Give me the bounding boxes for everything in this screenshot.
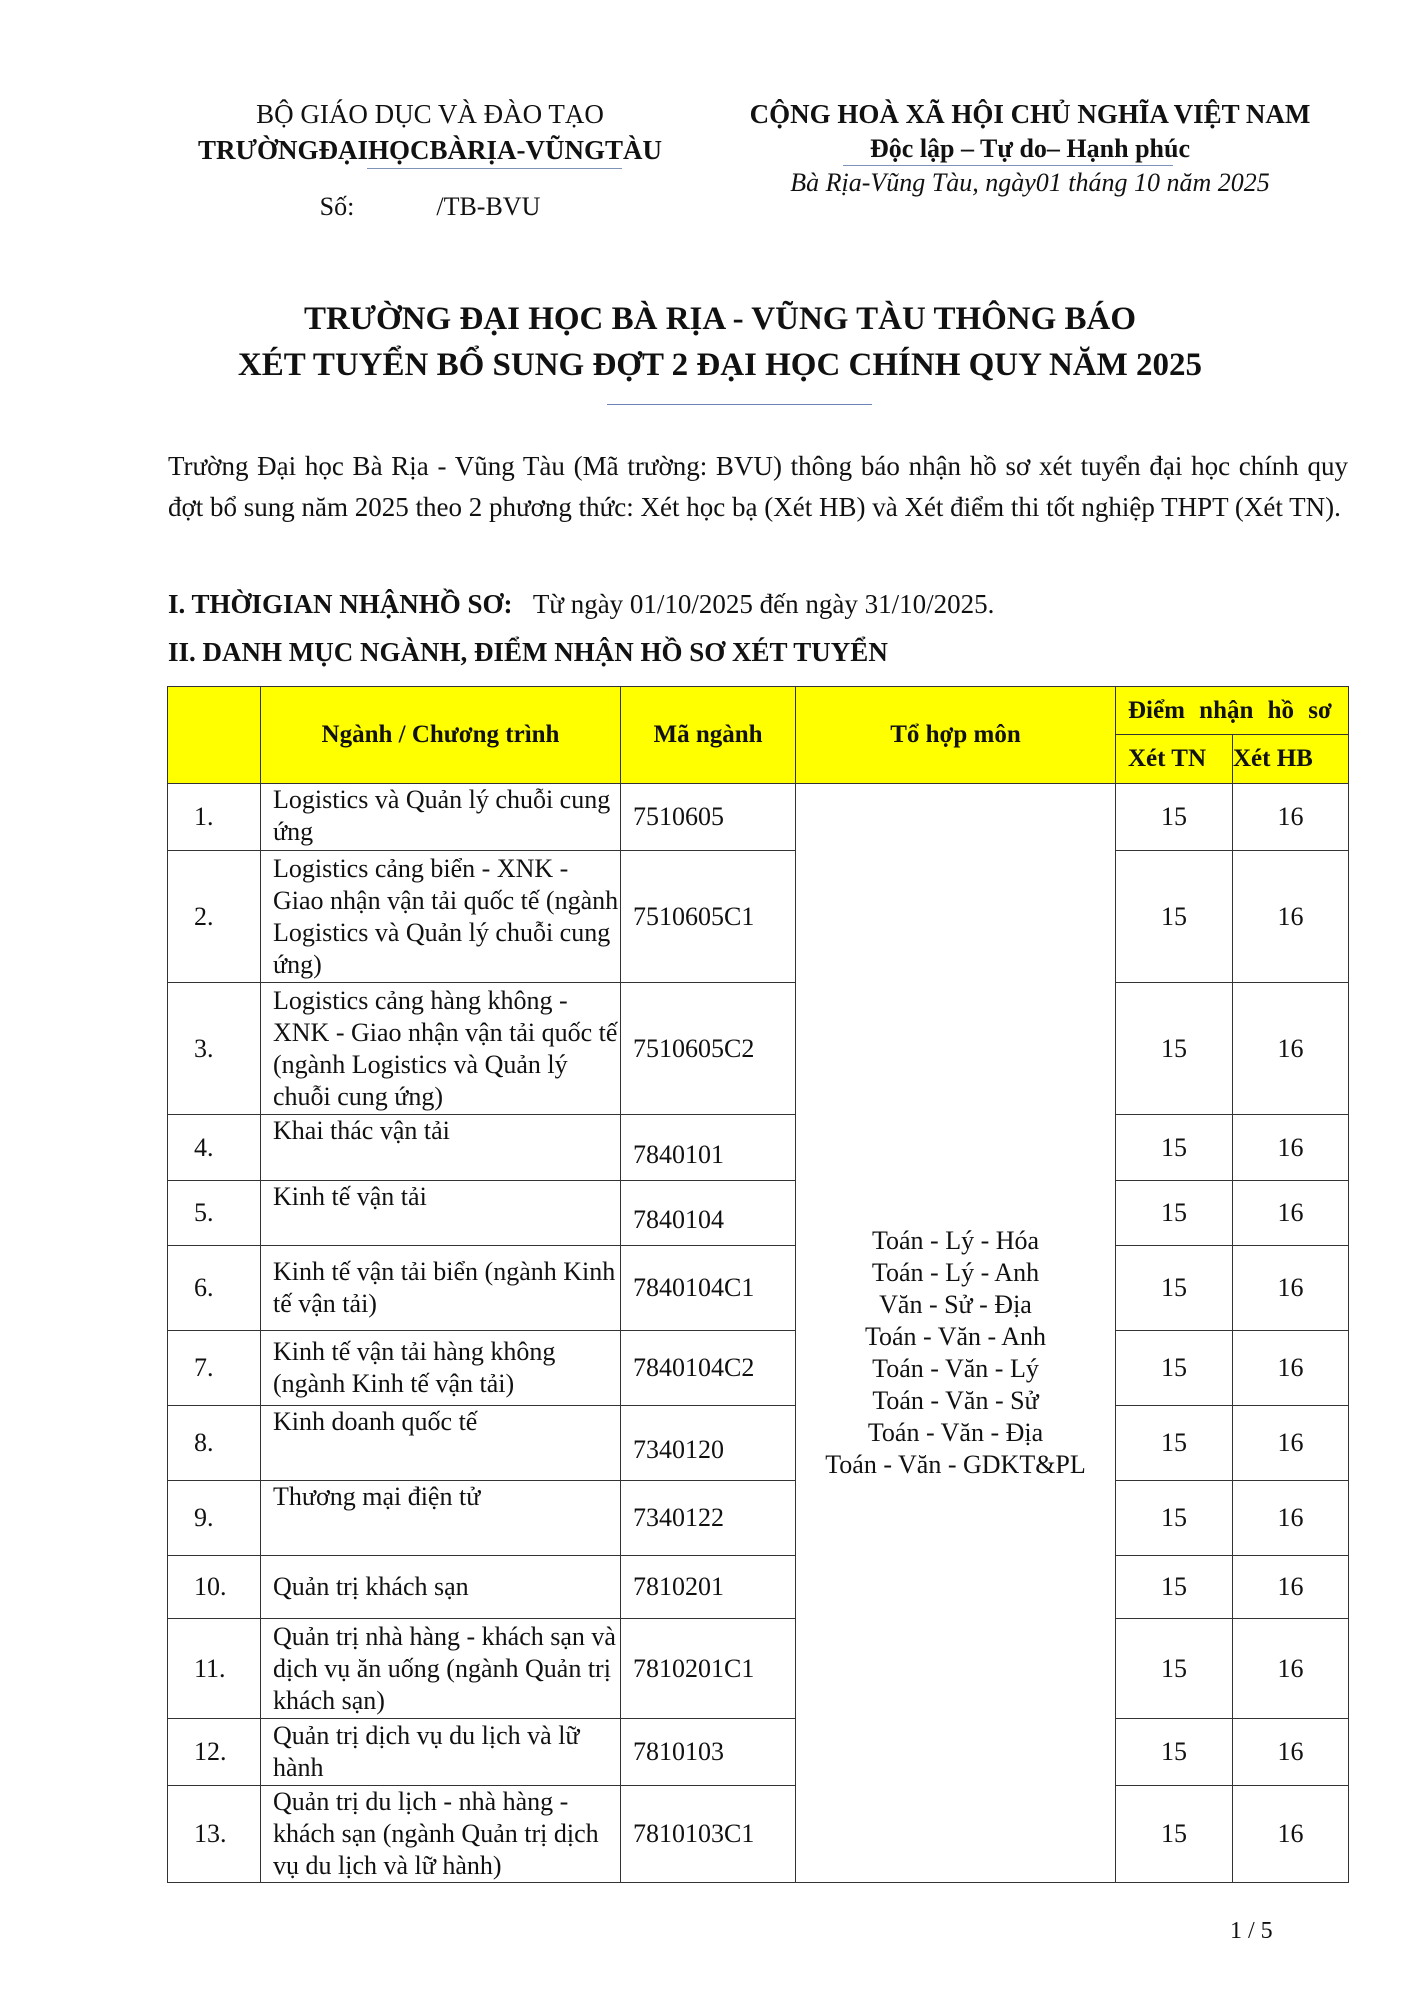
subject-combination: Toán - Văn - Lý bbox=[872, 1354, 1039, 1383]
subject-combination: Toán - Văn - Anh bbox=[864, 1322, 1047, 1351]
program-code: 7810201C1 bbox=[621, 1619, 796, 1719]
program-code: 7840104 bbox=[621, 1181, 796, 1246]
score-hb: 16 bbox=[1233, 1719, 1349, 1786]
row-number: 11. bbox=[168, 1619, 261, 1719]
subject-combination: Toán - Văn - Địa bbox=[867, 1418, 1044, 1447]
intro-paragraph: Trường Đại học Bà Rịa - Vũng Tàu (Mã trường: BVU) thông báo nhận hồ sơ xét tuyển đại học chính quy đợt bổ sung năm 2025 theo 2 phương thức: Xét học bạ (Xét HB) và Xét điểm thi tốt nghiệp THPT (Xét TN). bbox=[168, 451, 1348, 522]
header-score-hb: Xét HB bbox=[1233, 735, 1349, 784]
school-name: TRƯỜNGĐẠIHỌCBÀRỊA-VŨNGTÀU bbox=[197, 135, 662, 165]
header-left bbox=[150, 96, 710, 225]
program-code: 7510605 bbox=[621, 784, 796, 851]
table-row bbox=[168, 784, 1349, 851]
program-code: 7510605C2 bbox=[621, 983, 796, 1115]
subject-combination: Toán - Văn - GDKT&PL bbox=[825, 1450, 1086, 1479]
title-line-1: TRƯỜNG ĐẠI HỌC BÀ RỊA - VŨNG TÀU THÔNG BÁO bbox=[303, 301, 1137, 337]
program-name: Quản trị du lịch - nhà hàng - khách sạn (ngành Quản trị dịch vụ du lịch và lữ hành) bbox=[261, 1786, 621, 1883]
program-code: 7810201 bbox=[621, 1556, 796, 1619]
score-tn: 15 bbox=[1116, 1406, 1233, 1481]
score-tn: 15 bbox=[1116, 851, 1233, 983]
section-1-heading: I. THỜIGIAN NHẬNHỒ SƠ: bbox=[168, 589, 513, 619]
ministry-name: BỘ GIÁO DỤC VÀ ĐÀO TẠO bbox=[256, 99, 604, 129]
header-stt bbox=[168, 687, 261, 784]
subject-combination: Toán - Lý - Hóa bbox=[871, 1226, 1040, 1255]
document-title bbox=[140, 296, 1300, 388]
section-2-heading: II. DANH MỤC NGÀNH, ĐIỂM NHẬN HỒ SƠ XÉT TUYỂN bbox=[168, 637, 888, 667]
header-score-group: Điểm nhận hồ sơ bbox=[1116, 687, 1349, 735]
program-name: Khai thác vận tải bbox=[261, 1115, 621, 1181]
program-name: Quản trị dịch vụ du lịch và lữ hành bbox=[261, 1719, 621, 1786]
header-code: Mã ngành bbox=[621, 687, 796, 784]
table-row bbox=[168, 1246, 1349, 1331]
program-name: Kinh tế vận tải biển (ngành Kinh tế vận tải) bbox=[261, 1246, 621, 1331]
score-tn: 15 bbox=[1116, 1786, 1233, 1883]
score-tn: 15 bbox=[1116, 784, 1233, 851]
program-name: Kinh doanh quốc tế bbox=[261, 1406, 621, 1481]
national-motto: Độc lập – Tự do– Hạnh phúc bbox=[870, 134, 1190, 163]
score-tn: 15 bbox=[1116, 1481, 1233, 1556]
school-underline bbox=[367, 168, 622, 169]
header-score-tn: Xét TN bbox=[1116, 735, 1233, 784]
program-name: Kinh tế vận tải hàng không (ngành Kinh tế vận tải) bbox=[261, 1331, 621, 1406]
score-hb: 16 bbox=[1233, 1406, 1349, 1481]
country-name: CỘNG HOÀ XÃ HỘI CHỦ NGHĨA VIỆT NAM bbox=[749, 99, 1311, 129]
table-row bbox=[168, 1481, 1349, 1556]
header-right bbox=[705, 96, 1355, 200]
program-name: Quản trị nhà hàng - khách sạn và dịch vụ ăn uống (ngành Quản trị khách sạn) bbox=[261, 1619, 621, 1719]
table-row bbox=[168, 851, 1349, 983]
table-row bbox=[168, 1406, 1349, 1481]
document-number-label: Số: bbox=[319, 192, 355, 221]
score-hb: 16 bbox=[1233, 784, 1349, 851]
score-hb: 16 bbox=[1233, 1246, 1349, 1331]
title-underline bbox=[607, 404, 872, 405]
program-name: Thương mại điện tử bbox=[261, 1481, 621, 1556]
row-number: 2. bbox=[168, 851, 261, 983]
score-tn: 15 bbox=[1116, 983, 1233, 1115]
program-name: Quản trị khách sạn bbox=[261, 1556, 621, 1619]
score-hb: 16 bbox=[1233, 1481, 1349, 1556]
row-number: 1. bbox=[168, 784, 261, 851]
program-code: 7840104C2 bbox=[621, 1331, 796, 1406]
table-row bbox=[168, 1556, 1349, 1619]
row-number: 13. bbox=[168, 1786, 261, 1883]
row-number: 3. bbox=[168, 983, 261, 1115]
table-row bbox=[168, 983, 1349, 1115]
row-number: 9. bbox=[168, 1481, 261, 1556]
program-code: 7840101 bbox=[621, 1115, 796, 1181]
row-number: 5. bbox=[168, 1181, 261, 1246]
program-name: Logistics và Quản lý chuỗi cung ứng bbox=[261, 784, 621, 851]
table-row bbox=[168, 1786, 1349, 1883]
place-and-date: Bà Rịa-Vũng Tàu, ngày01 tháng 10 năm 2025 bbox=[790, 168, 1270, 197]
program-code: 7340122 bbox=[621, 1481, 796, 1556]
score-tn: 15 bbox=[1116, 1556, 1233, 1619]
row-number: 12. bbox=[168, 1719, 261, 1786]
subject-combination: Toán - Văn - Sử bbox=[872, 1386, 1039, 1415]
document-number bbox=[150, 189, 710, 225]
table-row bbox=[168, 1719, 1349, 1786]
section-1 bbox=[168, 586, 994, 622]
program-name: Logistics cảng biển - XNK - Giao nhận vận tải quốc tế (ngành Logistics và Quản lý chuỗi cung ứng) bbox=[261, 851, 621, 983]
program-name: Logistics cảng hàng không - XNK - Giao nhận vận tải quốc tế (ngành Logistics và Quản lý chuỗi cung ứng) bbox=[261, 983, 621, 1115]
score-hb: 16 bbox=[1233, 1786, 1349, 1883]
document-number-suffix: /TB-BVU bbox=[436, 192, 541, 221]
subject-combination: Văn - Sử - Địa bbox=[879, 1290, 1032, 1319]
score-tn: 15 bbox=[1116, 1115, 1233, 1181]
score-hb: 16 bbox=[1233, 1181, 1349, 1246]
title-line-2: XÉT TUYỂN BỔ SUNG ĐỢT 2 ĐẠI HỌC CHÍNH QUY NĂM 2025 bbox=[237, 347, 1203, 383]
score-tn: 15 bbox=[1116, 1246, 1233, 1331]
table-row bbox=[168, 1619, 1349, 1719]
row-number: 8. bbox=[168, 1406, 261, 1481]
program-code: 7810103C1 bbox=[621, 1786, 796, 1883]
header-program: Ngành / Chương trình bbox=[261, 687, 621, 784]
score-tn: 15 bbox=[1116, 1181, 1233, 1246]
score-hb: 16 bbox=[1233, 983, 1349, 1115]
program-code: 7840104C1 bbox=[621, 1246, 796, 1331]
page-number: 1 / 5 bbox=[1230, 1918, 1273, 1944]
row-number: 10. bbox=[168, 1556, 261, 1619]
score-hb: 16 bbox=[1233, 1619, 1349, 1719]
table-row bbox=[168, 1115, 1349, 1181]
score-tn: 15 bbox=[1116, 1331, 1233, 1406]
program-code: 7340120 bbox=[621, 1406, 796, 1481]
score-hb: 16 bbox=[1233, 1556, 1349, 1619]
program-name: Kinh tế vận tải bbox=[261, 1181, 621, 1246]
score-hb: 16 bbox=[1233, 1331, 1349, 1406]
score-tn: 15 bbox=[1116, 1619, 1233, 1719]
program-code: 7510605C1 bbox=[621, 851, 796, 983]
score-tn: 15 bbox=[1116, 1719, 1233, 1786]
subject-combination: Toán - Lý - Anh bbox=[871, 1258, 1040, 1287]
score-hb: 16 bbox=[1233, 1115, 1349, 1181]
table-row bbox=[168, 1331, 1349, 1406]
motto-underline bbox=[843, 165, 1173, 166]
table-row bbox=[168, 1181, 1349, 1246]
header-combo: Tổ hợp môn bbox=[796, 687, 1116, 784]
row-number: 4. bbox=[168, 1115, 261, 1181]
score-hb: 16 bbox=[1233, 851, 1349, 983]
row-number: 6. bbox=[168, 1246, 261, 1331]
section-1-text: Từ ngày 01/10/2025 đến ngày 31/10/2025. bbox=[532, 589, 995, 619]
subject-combinations bbox=[796, 784, 1116, 1883]
program-code: 7810103 bbox=[621, 1719, 796, 1786]
admission-table bbox=[167, 686, 1349, 1883]
row-number: 7. bbox=[168, 1331, 261, 1406]
